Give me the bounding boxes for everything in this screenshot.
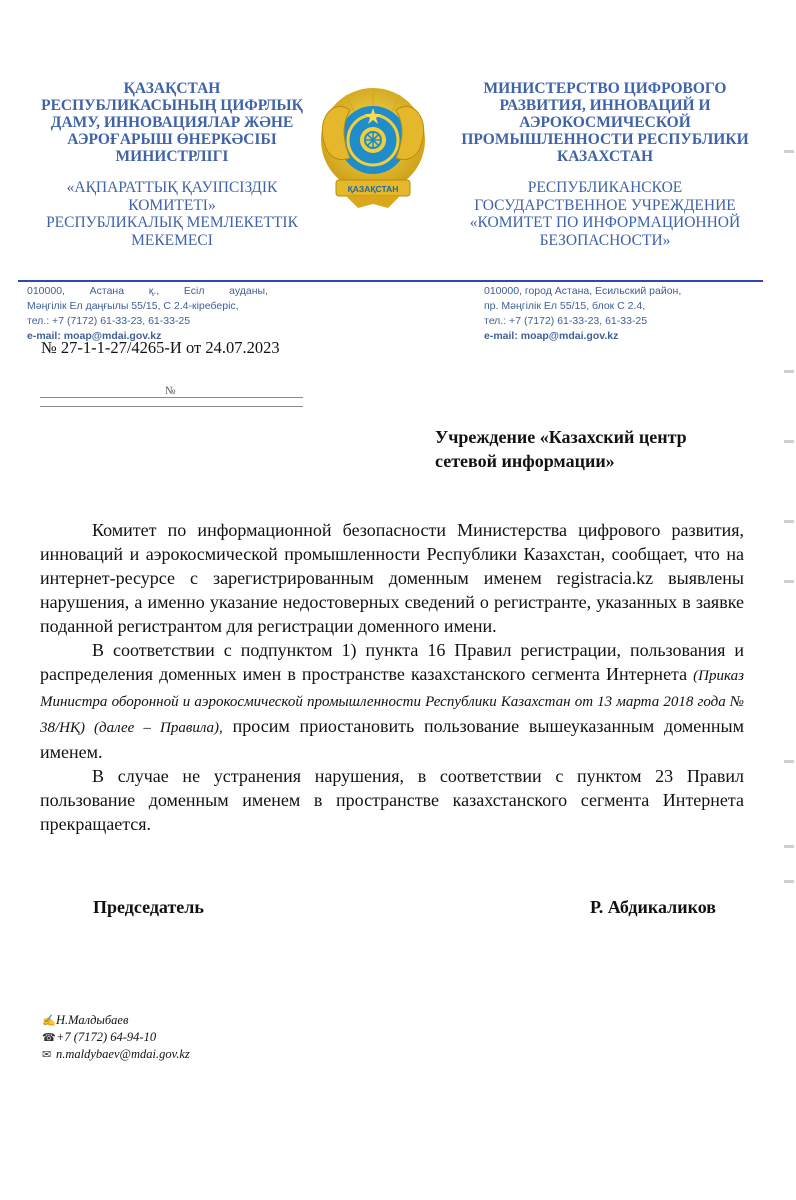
phone-icon: ☎: [42, 1032, 56, 1044]
signatory-name: Р. Абдикаликов: [590, 897, 716, 917]
executor-info: [42, 1012, 190, 1063]
recipient-line: Учреждение «Казахский центр: [435, 427, 687, 447]
executor-phone: +7 (7172) 64-94-10: [56, 1030, 157, 1044]
margin-stamp-mark: [784, 520, 794, 523]
address-line: пр. Мәңгілік Ел 55/15, блок С 2.4,: [484, 300, 646, 312]
signatory-role: Председатель: [93, 897, 204, 917]
header-kazakh: [22, 80, 322, 249]
body-text: В соответствии с подпунктом 1) пункта 16 Правил регистрации, пользования и распределения доменных имен в пространстве казахстанского сегмента Интернета: [40, 640, 744, 684]
blank-line: [40, 406, 303, 407]
title-line: ҚАЗАҚСТАН: [123, 80, 221, 97]
executor-email-row: [42, 1046, 190, 1063]
title-line: МИНИСТЕРСТВО ЦИФРОВОГО: [483, 80, 727, 97]
address-line: 010000, Астана қ., Есіл ауданы,: [27, 285, 268, 297]
subtitle-line: МЕКЕМЕСІ: [131, 231, 213, 249]
body-paragraph: Комитет по информационной безопасности Министерства цифрового развития, инноваций и аэрокосмической промышленности Республики Казахстан, сообщает, что на интернет-ресурсе с зарегистрированным доменным именем registracia.kz выявлены нарушения, а именно указание недостоверных сведений о регистранте, указанных в заявке поданной регистрантом для регистрации доменного имени.: [40, 520, 744, 636]
subtitle-line: БЕЗОПАСНОСТИ»: [539, 231, 671, 249]
subtitle-line: «АҚПАРАТТЫҚ ҚАУІПСІЗДІК: [66, 179, 278, 196]
title-line: ПРОМЫШЛЕННОСТИ РЕСПУБЛИКИ: [461, 131, 749, 148]
emblem-base: [346, 196, 400, 208]
margin-stamp-mark: [784, 580, 794, 583]
number-sign: №: [165, 385, 176, 397]
emblem-ribbon-text: ҚАЗАҚСТАН: [347, 184, 399, 194]
margin-stamp-mark: [784, 440, 794, 443]
ministry-name-kz: [22, 80, 322, 165]
title-line: МИНИСТРЛІГІ: [115, 148, 229, 165]
recipient-line: сетевой информации»: [435, 450, 615, 471]
header-russian: [455, 80, 755, 249]
address-email: e-mail: moap@mdai.gov.kz: [484, 330, 619, 342]
letter-body: [40, 518, 744, 836]
envelope-icon: ✉: [42, 1049, 52, 1061]
title-line: КАЗАХСТАН: [556, 148, 654, 165]
executor-name-row: [42, 1012, 190, 1029]
pen-icon: ✍: [42, 1015, 56, 1027]
margin-stamp-mark: [784, 845, 794, 848]
body-text: просим приостановить пользование вышеуказанным доменным именем.: [40, 716, 744, 762]
margin-stamp-mark: [784, 370, 794, 373]
title-line: АЭРОҒАРЫШ ӨНЕРКӘСІБІ: [67, 131, 277, 148]
executor-phone-row: [42, 1029, 190, 1046]
title-line: РАЗВИТИЯ, ИННОВАЦИЙ И: [499, 97, 711, 114]
address-email: e-mail: moap@mdai.gov.kz: [27, 330, 162, 342]
address-kz: [27, 284, 268, 344]
recipient: [435, 426, 755, 473]
committee-name-kz: [22, 179, 322, 249]
margin-stamp-mark: [784, 760, 794, 763]
title-line: АЭРОКОСМИЧЕСКОЙ: [519, 114, 691, 131]
address-line: 010000, город Астана, Есильский район,: [484, 285, 682, 297]
committee-name-ru: [455, 179, 755, 249]
address-phone: тел.: +7 (7172) 61-33-23, 61-33-25: [27, 315, 191, 327]
address-ru: [484, 284, 744, 344]
margin-stamp-mark: [784, 150, 794, 153]
ministry-name-ru: [455, 80, 755, 165]
margin-stamp-mark: [784, 880, 794, 883]
blank-number-field: [40, 381, 303, 398]
subtitle-line: ГОСУДАРСТВЕННОЕ УЧРЕЖДЕНИЕ: [474, 196, 736, 214]
body-paragraph: В случае не устранения нарушения, в соответствии с пунктом 23 Правил пользование доменным именем в пространстве казахстанского сегмента Интернета прекращается.: [40, 766, 744, 834]
state-emblem: [306, 78, 440, 216]
executor-name: Н.Малдыбаев: [56, 1013, 129, 1027]
title-line: РЕСПУБЛИКАСЫНЫҢ ЦИФРЛЫҚ: [41, 97, 303, 114]
body-paragraph: [40, 638, 744, 764]
subtitle-line: РЕСПУБЛИКАЛЫҚ МЕМЛЕКЕТТІК: [46, 214, 298, 231]
address-line: Мәңгілік Ел даңғылы 55/15, С 2.4-кіреберіс,: [27, 300, 239, 312]
body-citation: (Приказ Министра оборонной и аэрокосмической промышленности Республики Казахстан от 13 марта 2018 года № 38/НҚ) (далее – Правила),: [40, 668, 744, 736]
subtitle-line: РЕСПУБЛИКАНСКОЕ: [527, 179, 683, 196]
address-phone: тел.: +7 (7172) 61-33-23, 61-33-25: [484, 315, 648, 327]
document-number: № 27-1-1-27/4265-И от 24.07.2023: [41, 338, 280, 357]
header-divider: [18, 280, 763, 282]
subtitle-line: КОМИТЕТІ»: [128, 196, 216, 214]
subtitle-line: «КОМИТЕТ ПО ИНФОРМАЦИОННОЙ: [469, 214, 741, 231]
title-line: ДАМУ, ИННОВАЦИЯЛАР ЖӘНЕ: [50, 114, 294, 131]
executor-email: n.maldybaev@mdai.gov.kz: [56, 1047, 190, 1061]
